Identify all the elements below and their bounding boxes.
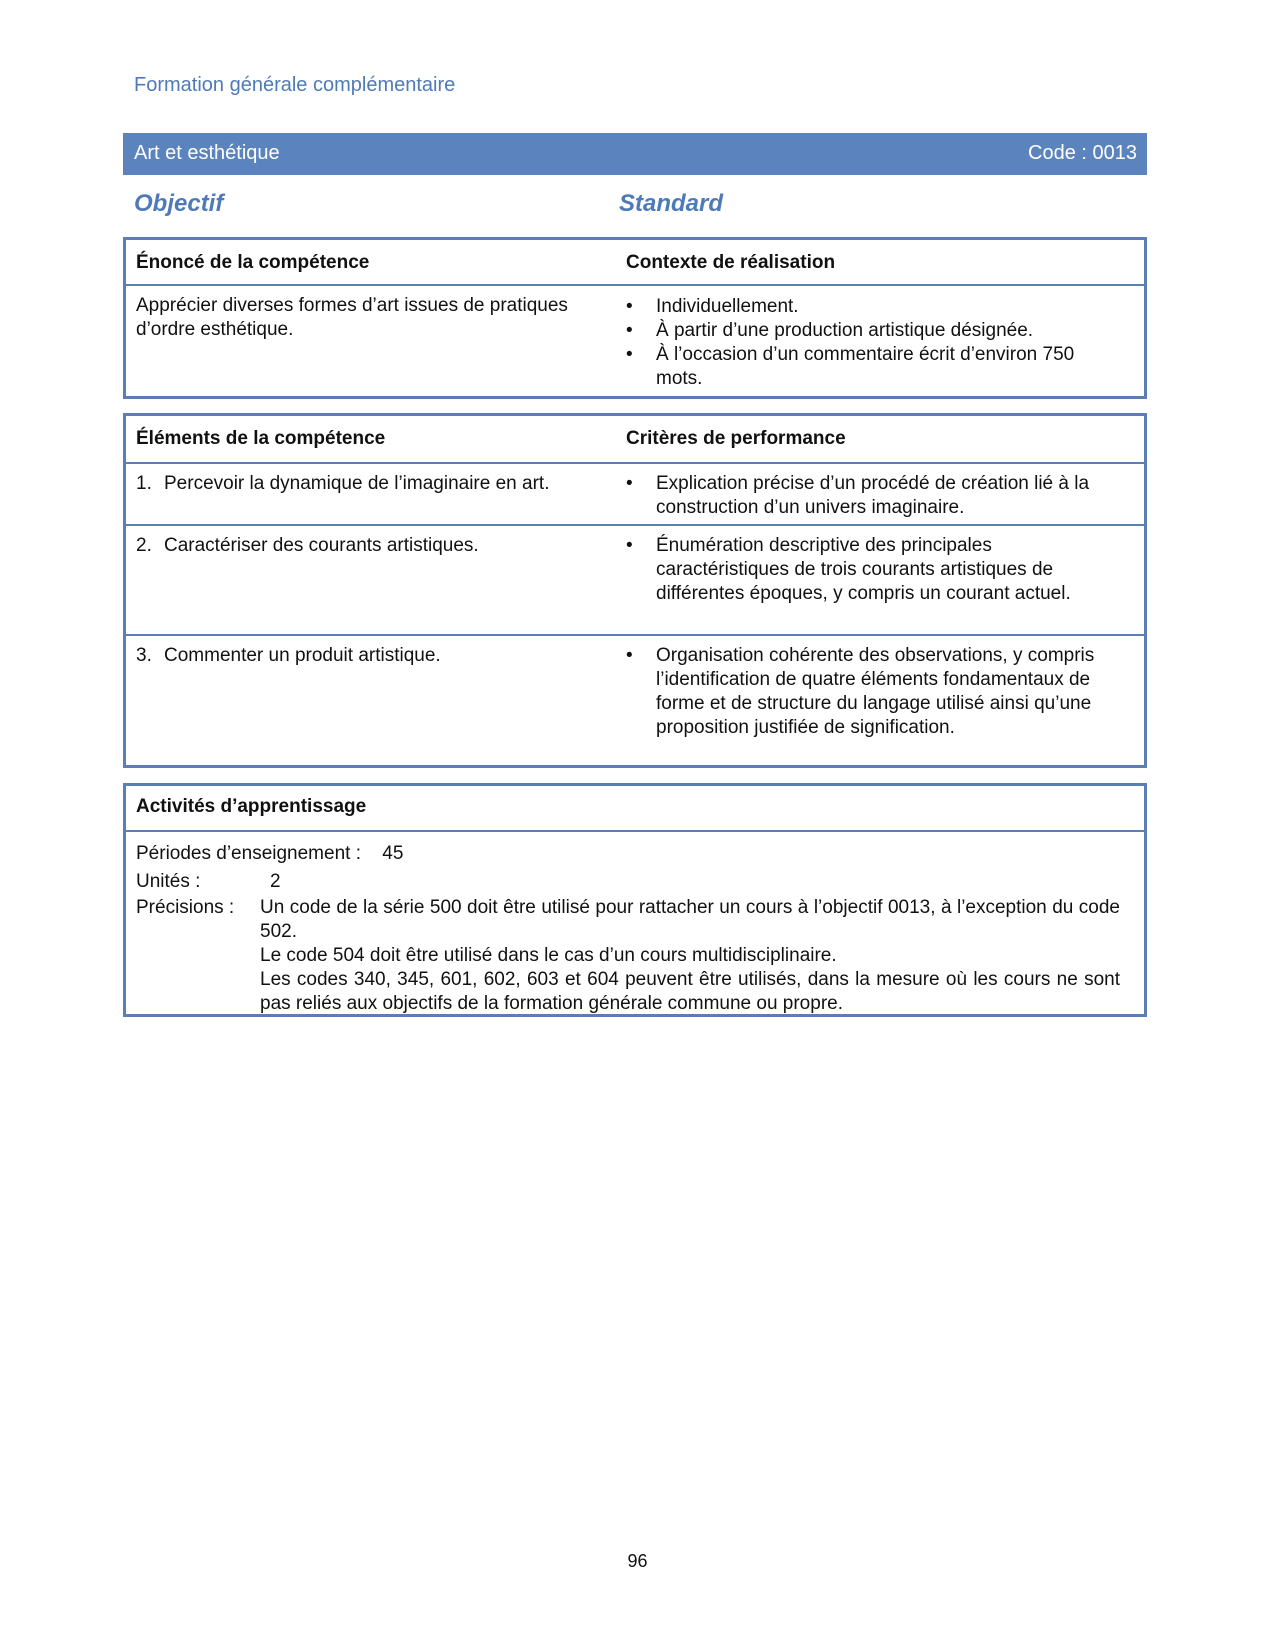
element-row — [126, 634, 1144, 762]
standard-heading: Standard — [619, 190, 724, 217]
competence-table — [123, 237, 1147, 399]
element-number: 2. — [136, 535, 152, 556]
element-number: 3. — [136, 645, 152, 666]
periodes-row — [136, 842, 403, 866]
element-row — [126, 524, 1144, 634]
contexte-item: • À partir d’une production artistique désignée. — [626, 319, 1096, 343]
elements-table — [123, 413, 1147, 768]
enonce-header: Énoncé de la compétence — [136, 252, 370, 273]
periodes-value: 45 — [382, 843, 404, 864]
page-number: 96 — [627, 1551, 648, 1571]
enonce-text: Apprécier diverses formes d’art issues de pratiques d’ordre esthétique. — [136, 295, 568, 340]
critere-text — [626, 644, 1096, 740]
unites-row — [136, 870, 281, 894]
competence-header-row — [126, 240, 1144, 284]
element-row — [126, 462, 1144, 524]
precision-paragraph: Un code de la série 500 doit être utilisé pour rattacher un cours à l’objectif 0013, à l’exception du code 502. — [260, 897, 1120, 942]
criteres-header: Critères de performance — [626, 428, 846, 449]
activites-table — [123, 783, 1147, 1017]
precision-paragraph: Le code 504 doit être utilisé dans le cas d’un cours multidisciplinaire. — [260, 945, 837, 966]
contexte-header: Contexte de réalisation — [626, 252, 836, 273]
section-headings — [134, 190, 1134, 222]
elements-header-row — [126, 416, 1144, 462]
element-label: Commenter un produit artistique. — [164, 645, 441, 666]
divider — [126, 830, 1144, 832]
course-code: Code : 0013 — [1028, 142, 1137, 164]
element-text — [136, 534, 616, 558]
periodes-label: Périodes d’enseignement : — [136, 843, 361, 864]
competence-body-row — [126, 284, 1144, 396]
objectif-heading: Objectif — [134, 190, 224, 217]
precisions-label: Précisions : — [136, 897, 235, 918]
element-label: Caractériser des courants artistiques. — [164, 535, 479, 556]
unites-value: 2 — [270, 871, 281, 892]
element-label: Percevoir la dynamique de l’imaginaire en art. — [164, 473, 550, 494]
critere-item: • Organisation cohérente des observations, y compris l’identification de quatre éléments fondamentaux de forme et de structure du langage utilisé ainsi qu’une proposition justifiée de signification. — [626, 644, 1096, 740]
contexte-item: • À l’occasion d’un commentaire écrit d’environ 750 mots. — [626, 343, 1096, 391]
contexte-list — [626, 295, 1096, 391]
contexte-item: • Individuellement. — [626, 295, 1096, 319]
document-header: Formation générale complémentaire — [134, 74, 456, 96]
critere-item: • Explication précise d’un procédé de création lié à la construction d’un univers imaginaire. — [626, 472, 1096, 520]
course-title: Art et esthétique — [134, 142, 280, 164]
element-text — [136, 472, 616, 496]
critere-text — [626, 534, 1096, 606]
critere-item: • Énumération descriptive des principales caractéristiques de trois courants artistiques de différentes époques, y compris un courant actuel. — [626, 534, 1096, 606]
critere-text — [626, 472, 1096, 520]
precisions-text — [260, 896, 1120, 1016]
elements-header: Éléments de la compétence — [136, 428, 386, 449]
element-number: 1. — [136, 473, 152, 494]
activites-title: Activités d’apprentissage — [136, 796, 367, 817]
element-text — [136, 644, 616, 668]
title-bar — [123, 133, 1147, 175]
precision-paragraph: Les codes 340, 345, 601, 602, 603 et 604 peuvent être utilisés, dans la mesure où les cours ne sont pas reliés aux objectifs de la formation générale commune ou propre. — [260, 969, 1120, 1014]
unites-label: Unités : — [136, 871, 201, 892]
